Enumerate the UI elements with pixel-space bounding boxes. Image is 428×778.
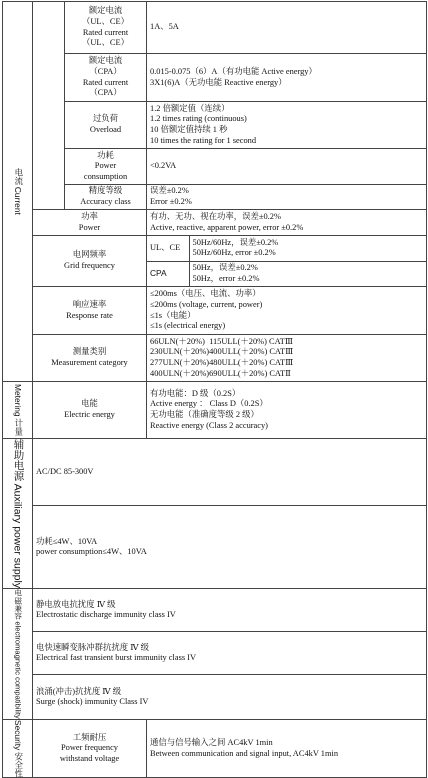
row-power: [3, 210, 427, 236]
power-consumption-value: <0.2VA: [147, 149, 427, 185]
grid-frequency-cpa-value: 50Hz，误差±0.2% 50Hz，error ±0.2%: [192, 263, 260, 283]
category-aux-power: [3, 439, 33, 589]
measurement-category-value: [147, 335, 427, 382]
row-measurement-category: [3, 335, 427, 382]
row-emc-surge: [3, 675, 427, 720]
grid-frequency-ul-ce-value: 50Hz/60Hz，误差±0.2% 50Hz/60Hz, error ±0.2%: [189, 236, 426, 261]
category-current: [3, 2, 33, 382]
grid-frequency-label: 电网频率 Grid frequency: [33, 236, 147, 287]
electric-energy-label: 电能 Electric energy: [33, 382, 147, 439]
category-aux-power-en: Auxiliary power supply: [11, 483, 24, 589]
withstand-voltage-value: 通信与信号输入之间 AC4kV 1min Between communication and signal input, AC4kV 1min: [147, 719, 427, 778]
category-metering-zh: 计量: [13, 418, 23, 436]
row-aux-power-range: [3, 439, 427, 506]
current-subcategory-blank: [33, 2, 65, 210]
row-emc-esd: [3, 589, 427, 632]
accuracy-label: 精度等级 Accuracy class: [65, 185, 147, 210]
emc-item: 浪涌(冲击)抗扰度 Ⅳ 级 Surge (shock) immunity Class IV: [33, 675, 427, 720]
emc-item: 电快速瞬变脉冲群抗扰度 Ⅳ 级 Electrical fast transient burst immunity class IV: [33, 632, 427, 675]
overload-label: 过负荷 Overload: [65, 102, 147, 149]
grid-frequency-ul-ce: UL、CE: [147, 236, 189, 261]
measurement-row: 277ULN(＋20%) 480ULL(＋20%) CATⅢ: [150, 358, 294, 367]
response-rate-value: ≤200ms（电压、电流、功率） ≤200ms (voltage, current, power) ≤1s（电能） ≤1s (electrical energy): [147, 287, 427, 335]
power-value: 有功、无功、视在功率，误差±0.2% Active, reactive, apparent power, error ±0.2%: [147, 210, 427, 236]
overload-value: 1.2 倍额定值（连续） 1.2 times rating (continuous) 10 倍额定值持续 1 秒 10 times the rating for 1 second: [147, 102, 427, 149]
category-metering: [3, 382, 33, 439]
row-power-consumption: [3, 149, 427, 185]
measurement-category-label: 测量类别 Measurement category: [33, 335, 147, 382]
power-consumption-label: 功耗 Power consumption: [65, 149, 147, 185]
row-response-rate: [3, 287, 427, 335]
row-emc-eft: [3, 632, 427, 675]
category-aux-power-zh: 辅助电源: [12, 439, 24, 481]
row-metering: [3, 382, 427, 439]
spec-table: [2, 1, 427, 778]
grid-frequency-values: [147, 236, 427, 287]
row-accuracy: [3, 185, 427, 210]
row-overload: [3, 102, 427, 149]
row-grid-frequency: [3, 236, 427, 287]
rated-current-ul-ce-value: 1A、5A: [147, 2, 427, 54]
power-label: 功率 Power: [33, 210, 147, 236]
category-security-en: Security: [12, 719, 23, 751]
row-rated-current-ul-ce: [3, 2, 427, 54]
measurement-row: 230ULN(＋20%) 400ULL(＋20%) CATⅢ: [150, 347, 294, 357]
category-emc: [3, 589, 33, 720]
emc-item: 静电放电抗扰度 Ⅳ 级 Electrostatic discharge immunity class IV: [33, 589, 427, 632]
category-emc-zh: 电磁兼容: [13, 589, 23, 620]
rated-current-ul-ce-label: 额定电流 （UL、CE） Rated current （UL、CE）: [65, 2, 147, 54]
category-security: [3, 719, 33, 778]
row-security: [3, 719, 427, 778]
aux-power-range: AC/DC 85-300V: [33, 439, 427, 506]
electric-energy-value: 有功电能：D 级（0.2S） Active energy ： Class D（0.2S） 无功电能（准确度等级 2 级） Reactive energy (Class 2 accuracy): [147, 382, 427, 439]
withstand-voltage-label: 工频耐压 Power frequency withstand voltage: [33, 719, 147, 778]
category-current-zh: 电流: [13, 168, 23, 185]
category-metering-en: Metering: [12, 384, 23, 417]
row-aux-power-consumption: [3, 506, 427, 589]
rated-current-cpa-value: 0.015-0.075（6）A（有功电能 Active energy） 3X1(6)A（无功电能 Reactive energy）: [147, 54, 427, 102]
row-rated-current-cpa: [3, 54, 427, 102]
category-emc-en: electromagnetic compatibility: [13, 621, 23, 719]
category-security-zh: 安全性: [13, 752, 23, 778]
category-current-en: Current: [12, 186, 23, 215]
measurement-row: 66ULN(＋20%) 115ULL(＋20%) CATⅢ: [150, 336, 293, 346]
aux-power-consumption: 功耗≤4W、10VA power consumption≤4W、10VA: [33, 506, 427, 589]
accuracy-value: 误差±0.2% Error ±0.2%: [147, 185, 427, 210]
rated-current-cpa-label: 额定电流 （CPA） Rated current （CPA）: [65, 54, 147, 102]
measurement-row: 400ULN(＋20%) 690ULL(＋20%) CATⅡ: [150, 368, 291, 378]
grid-frequency-cpa: CPA: [147, 261, 189, 286]
response-rate-label: 响应速率 Response rate: [33, 287, 147, 335]
